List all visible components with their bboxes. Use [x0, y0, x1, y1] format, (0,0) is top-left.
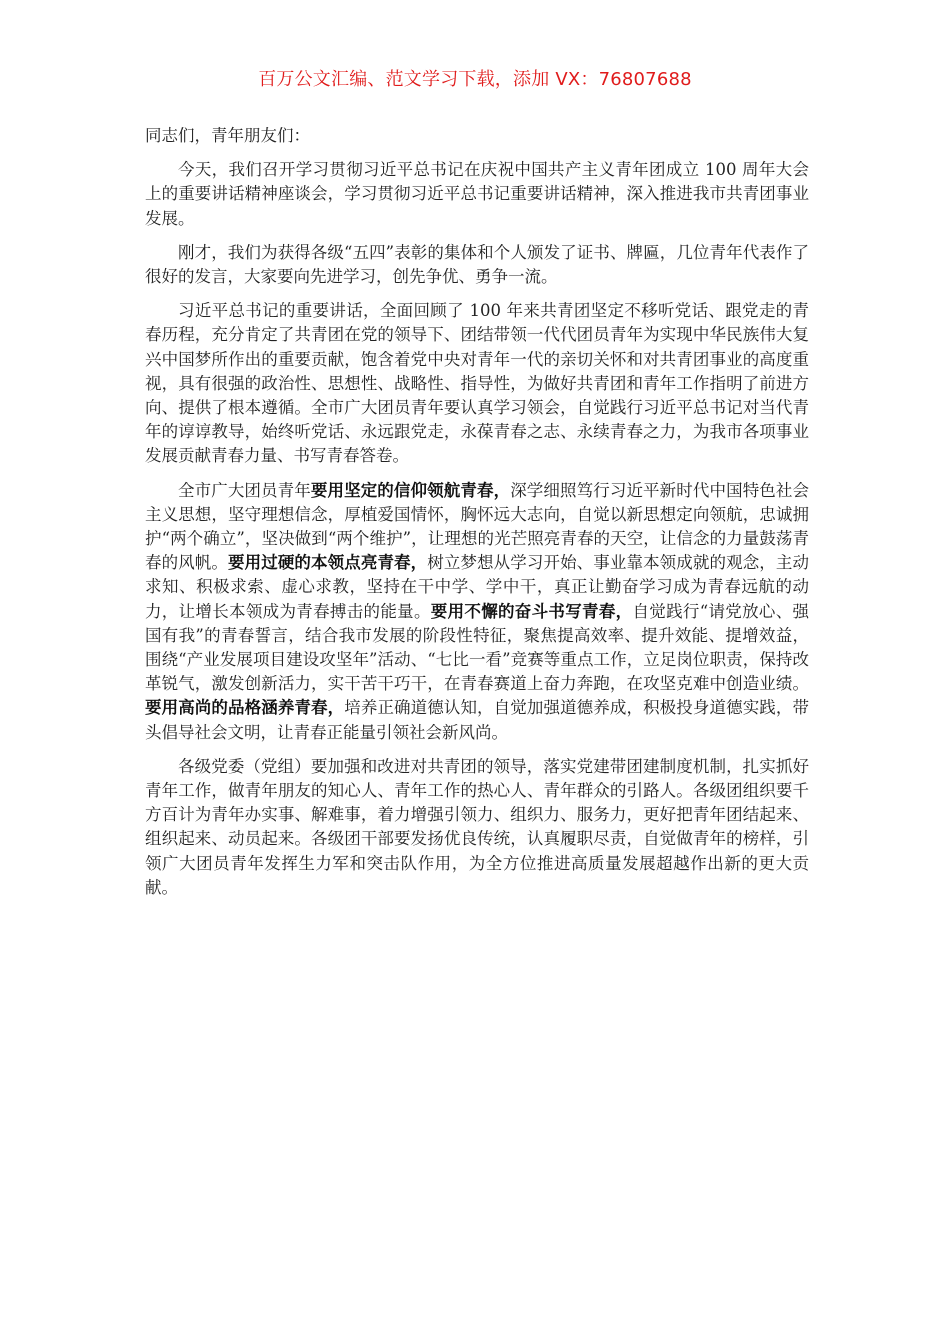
paragraph-5: 各级党委（党组）要加强和改进对共青团的领导，落实党建带团建制度机制，扎实抓好青年工作，做青年朋友的知心人、青年工作的热心人、青年群众的引路人。各级团组织要千方百计为青年办实事、解难事，着力增强引领力、组织力、服务力，更好把青年团结起来、组织起来、动员起来。各级团干部要发扬优良传统，认真履职尽责，自觉做青年的榜样，引领广大团员青年发挥生力军和突击队作用，为全方位推进高质量发展超越作出新的更大贡献。: [145, 756, 809, 897]
watermark-header: 百万公文汇编、范文学习下载，添加 VX：76807688: [258, 69, 692, 90]
paragraph-4-bold-4: 要用高尚的品格涵养青春，: [145, 698, 345, 718]
paragraph-4-text-1: 全市广大团员青年: [178, 480, 311, 500]
paragraph-4-text-5: 培养正确道德认知，自觉加强道德养成，积极投身道德实践，带头倡导社会文明，让青春正能量引领社会新风尚。: [145, 698, 810, 742]
paragraph-4: [145, 479, 809, 745]
salutation: 同志们，青年朋友们：: [145, 126, 310, 145]
document-body: [145, 124, 809, 910]
paragraph-4-bold-2: 要用过硬的本领点亮青春，: [228, 553, 428, 573]
paragraph-4-bold-1: 要用坚定的信仰领航青春，: [310, 480, 511, 500]
paragraph-2: 刚才，我们为获得各级“五四”表彰的集体和个人颁发了证书、牌匾，几位青年代表作了很好的发言，大家要向先进学习，创先争优、勇争一流。: [145, 242, 809, 287]
paragraph-4-text-2: 深学细照笃行习近平新时代中国特色社会主义思想，坚守理想信念，厚植爱国情怀，胸怀远大志向，自觉以新思想定向领航，忠诚拥护“两个确立”，坚决做到“两个维护”，让理想的光芒照亮青春的天空，让信念的力量鼓荡青春的风帆。: [145, 480, 810, 573]
paragraph-4-text-4: 自觉践行“请党放心、强国有我”的青春誓言，结合我市发展的阶段性特征，聚焦提高效率、提升效能、提增效益，围绕“产业发展项目建设攻坚年”活动、“七比一看”竞赛等重点工作，立足岗位职责，保持改革锐气，激发创新活力，实干苦干巧干，在青春赛道上奋力奔跑，在攻坚克难中创造业绩。: [145, 601, 810, 694]
paragraph-4-text-3: 树立梦想从学习开始、事业靠本领成就的观念，主动求知、积极求索、虚心求教，坚持在干中学、学中干，真正让勤奋学习成为青春远航的动力，让增长本领成为青春搏击的能量。: [145, 553, 810, 621]
paragraph-4-bold-3: 要用不懈的奋斗书写青春，: [430, 601, 633, 621]
paragraph-1: 今天，我们召开学习贯彻习近平总书记在庆祝中国共产主义青年团成立 100 周年大会上的重要讲话精神座谈会，学习贯彻习近平总书记重要讲话精神，深入推进我市共青团事业发展。: [145, 160, 809, 228]
paragraph-3: 习近平总书记的重要讲话，全面回顾了 100 年来共青团坚定不移听党话、跟党走的青春历程，充分肯定了共青团在党的领导下、团结带领一代代团员青年为实现中华民族伟大复兴中国梦所作出的重要贡献，饱含着党中央对青年一代的亲切关怀和对共青团事业的高度重视，具有很强的政治性、思想性、战略性、指导性，为做好共青团和青年工作指明了前进方向、提供了根本遵循。全市广大团员青年要认真学习领会，自觉践行习近平总书记对当代青年的谆谆教导，始终听党话、永远跟党走，永葆青春之志、永续青春之力，为我市各项事业发展贡献青春力量、书写青春答卷。: [145, 301, 809, 466]
